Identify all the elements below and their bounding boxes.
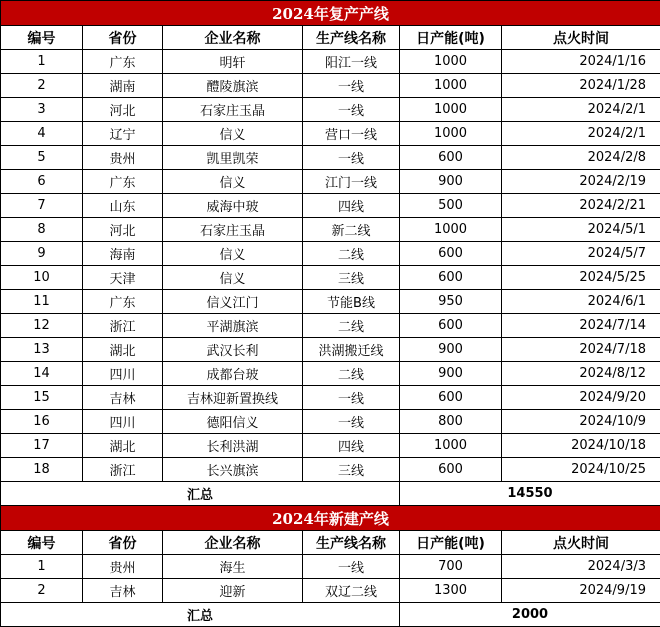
province-cell: 海南 (83, 242, 163, 266)
daily-capacity-cell: 1000 (400, 74, 502, 98)
total-value: 2000 (400, 603, 660, 627)
line-name-cell: 一线 (303, 74, 400, 98)
line-name-cell: 三线 (303, 266, 400, 290)
ignition-date-cell: 2024/2/8 (502, 146, 660, 170)
header-ignition-date: 点火时间 (502, 26, 660, 50)
table-header-row (1, 26, 660, 50)
ignition-date-cell: 2024/2/19 (502, 170, 660, 194)
ignition-date-cell: 2024/5/1 (502, 218, 660, 242)
total-label: 汇总 (1, 603, 400, 627)
daily-capacity-cell: 600 (400, 266, 502, 290)
ignition-date-cell: 2024/1/28 (502, 74, 660, 98)
table-row (1, 122, 660, 146)
line-name-cell: 节能B线 (303, 290, 400, 314)
daily-capacity-cell: 1000 (400, 218, 502, 242)
daily-capacity-cell: 700 (400, 555, 502, 579)
table-row (1, 362, 660, 386)
header-line-name: 生产线名称 (303, 531, 400, 555)
header-daily-capacity: 日产能(吨) (400, 531, 502, 555)
line-name-cell: 四线 (303, 194, 400, 218)
province-cell: 浙江 (83, 314, 163, 338)
province-cell: 吉林 (83, 579, 163, 603)
company-name-cell: 石家庄玉晶 (163, 218, 303, 242)
table-row (1, 434, 660, 458)
total-row (1, 482, 660, 506)
province-cell: 湖北 (83, 338, 163, 362)
daily-capacity-cell: 1000 (400, 50, 502, 74)
serial-number-cell: 17 (1, 434, 83, 458)
company-name-cell: 平湖旗滨 (163, 314, 303, 338)
line-name-cell: 营口一线 (303, 122, 400, 146)
province-cell: 山东 (83, 194, 163, 218)
total-row (1, 603, 660, 627)
company-name-cell: 信义江门 (163, 290, 303, 314)
ignition-date-cell: 2024/3/3 (502, 555, 660, 579)
serial-number-cell: 11 (1, 290, 83, 314)
serial-number-cell: 13 (1, 338, 83, 362)
header-serial-number: 编号 (1, 531, 83, 555)
serial-number-cell: 1 (1, 555, 83, 579)
line-name-cell: 一线 (303, 410, 400, 434)
ignition-date-cell: 2024/2/21 (502, 194, 660, 218)
company-name-cell: 威海中玻 (163, 194, 303, 218)
province-cell: 浙江 (83, 458, 163, 482)
table-row (1, 386, 660, 410)
company-name-cell: 长兴旗滨 (163, 458, 303, 482)
daily-capacity-cell: 600 (400, 314, 502, 338)
company-name-cell: 吉林迎新置换线 (163, 386, 303, 410)
total-value: 14550 (400, 482, 660, 506)
serial-number-cell: 4 (1, 122, 83, 146)
company-name-cell: 长利洪湖 (163, 434, 303, 458)
section-title-row (1, 506, 660, 531)
company-name-cell: 海生 (163, 555, 303, 579)
table-row (1, 50, 660, 74)
daily-capacity-cell: 900 (400, 362, 502, 386)
line-name-cell: 江门一线 (303, 170, 400, 194)
province-cell: 辽宁 (83, 122, 163, 146)
line-name-cell: 二线 (303, 242, 400, 266)
ignition-date-cell: 2024/7/18 (502, 338, 660, 362)
header-ignition-date: 点火时间 (502, 531, 660, 555)
table-row (1, 555, 660, 579)
ignition-date-cell: 2024/7/14 (502, 314, 660, 338)
province-cell: 贵州 (83, 555, 163, 579)
ignition-date-cell: 2024/6/1 (502, 290, 660, 314)
header-company-name: 企业名称 (163, 26, 303, 50)
line-name-cell: 三线 (303, 458, 400, 482)
header-daily-capacity: 日产能(吨) (400, 26, 502, 50)
daily-capacity-cell: 1000 (400, 98, 502, 122)
line-name-cell: 洪湖搬迁线 (303, 338, 400, 362)
header-serial-number: 编号 (1, 26, 83, 50)
company-name-cell: 凯里凯荣 (163, 146, 303, 170)
line-name-cell: 双辽二线 (303, 579, 400, 603)
line-name-cell: 阳江一线 (303, 50, 400, 74)
header-line-name: 生产线名称 (303, 26, 400, 50)
daily-capacity-cell: 900 (400, 170, 502, 194)
company-name-cell: 信义 (163, 170, 303, 194)
company-name-cell: 德阳信义 (163, 410, 303, 434)
serial-number-cell: 5 (1, 146, 83, 170)
table-row (1, 338, 660, 362)
serial-number-cell: 6 (1, 170, 83, 194)
daily-capacity-cell: 600 (400, 242, 502, 266)
ignition-date-cell: 2024/8/12 (502, 362, 660, 386)
company-name-cell: 信义 (163, 122, 303, 146)
province-cell: 吉林 (83, 386, 163, 410)
ignition-date-cell: 2024/9/19 (502, 579, 660, 603)
province-cell: 湖北 (83, 434, 163, 458)
ignition-date-cell: 2024/9/20 (502, 386, 660, 410)
ignition-date-cell: 2024/2/1 (502, 98, 660, 122)
header-company-name: 企业名称 (163, 531, 303, 555)
daily-capacity-cell: 600 (400, 146, 502, 170)
daily-capacity-cell: 800 (400, 410, 502, 434)
line-name-cell: 新二线 (303, 218, 400, 242)
province-cell: 贵州 (83, 146, 163, 170)
table-row (1, 290, 660, 314)
daily-capacity-cell: 1000 (400, 122, 502, 146)
ignition-date-cell: 2024/5/25 (502, 266, 660, 290)
province-cell: 广东 (83, 170, 163, 194)
ignition-date-cell: 2024/10/25 (502, 458, 660, 482)
line-name-cell: 一线 (303, 386, 400, 410)
table-header-row (1, 531, 660, 555)
table-row (1, 194, 660, 218)
province-cell: 河北 (83, 98, 163, 122)
table-row (1, 74, 660, 98)
section-title-row (1, 1, 660, 26)
province-cell: 河北 (83, 218, 163, 242)
header-province: 省份 (83, 26, 163, 50)
serial-number-cell: 15 (1, 386, 83, 410)
serial-number-cell: 8 (1, 218, 83, 242)
company-name-cell: 信义 (163, 242, 303, 266)
company-name-cell: 信义 (163, 266, 303, 290)
company-name-cell: 明轩 (163, 50, 303, 74)
table-row (1, 266, 660, 290)
header-province: 省份 (83, 531, 163, 555)
daily-capacity-cell: 600 (400, 386, 502, 410)
section-title: 2024年新建产线 (1, 506, 660, 531)
serial-number-cell: 9 (1, 242, 83, 266)
company-name-cell: 成都台玻 (163, 362, 303, 386)
serial-number-cell: 3 (1, 98, 83, 122)
serial-number-cell: 2 (1, 579, 83, 603)
serial-number-cell: 14 (1, 362, 83, 386)
total-label: 汇总 (1, 482, 400, 506)
province-cell: 四川 (83, 410, 163, 434)
daily-capacity-cell: 500 (400, 194, 502, 218)
line-name-cell: 四线 (303, 434, 400, 458)
line-name-cell: 一线 (303, 555, 400, 579)
table-row (1, 314, 660, 338)
company-name-cell: 武汉长利 (163, 338, 303, 362)
company-name-cell: 醴陵旗滨 (163, 74, 303, 98)
serial-number-cell: 18 (1, 458, 83, 482)
daily-capacity-cell: 1000 (400, 434, 502, 458)
table-row (1, 98, 660, 122)
ignition-date-cell: 2024/10/18 (502, 434, 660, 458)
ignition-date-cell: 2024/1/16 (502, 50, 660, 74)
table-row (1, 242, 660, 266)
ignition-date-cell: 2024/5/7 (502, 242, 660, 266)
serial-number-cell: 7 (1, 194, 83, 218)
serial-number-cell: 10 (1, 266, 83, 290)
table-row (1, 458, 660, 482)
company-name-cell: 迎新 (163, 579, 303, 603)
serial-number-cell: 1 (1, 50, 83, 74)
daily-capacity-cell: 950 (400, 290, 502, 314)
line-name-cell: 一线 (303, 98, 400, 122)
daily-capacity-cell: 1300 (400, 579, 502, 603)
province-cell: 湖南 (83, 74, 163, 98)
serial-number-cell: 12 (1, 314, 83, 338)
province-cell: 广东 (83, 50, 163, 74)
table-row (1, 579, 660, 603)
table-row (1, 218, 660, 242)
line-name-cell: 二线 (303, 362, 400, 386)
serial-number-cell: 2 (1, 74, 83, 98)
province-cell: 四川 (83, 362, 163, 386)
table-row (1, 146, 660, 170)
ignition-date-cell: 2024/10/9 (502, 410, 660, 434)
ignition-date-cell: 2024/2/1 (502, 122, 660, 146)
table-row (1, 170, 660, 194)
company-name-cell: 石家庄玉晶 (163, 98, 303, 122)
daily-capacity-cell: 600 (400, 458, 502, 482)
province-cell: 广东 (83, 290, 163, 314)
section-title: 2024年复产产线 (1, 1, 660, 26)
line-name-cell: 一线 (303, 146, 400, 170)
daily-capacity-cell: 900 (400, 338, 502, 362)
serial-number-cell: 16 (1, 410, 83, 434)
province-cell: 天津 (83, 266, 163, 290)
line-name-cell: 二线 (303, 314, 400, 338)
table-row (1, 410, 660, 434)
